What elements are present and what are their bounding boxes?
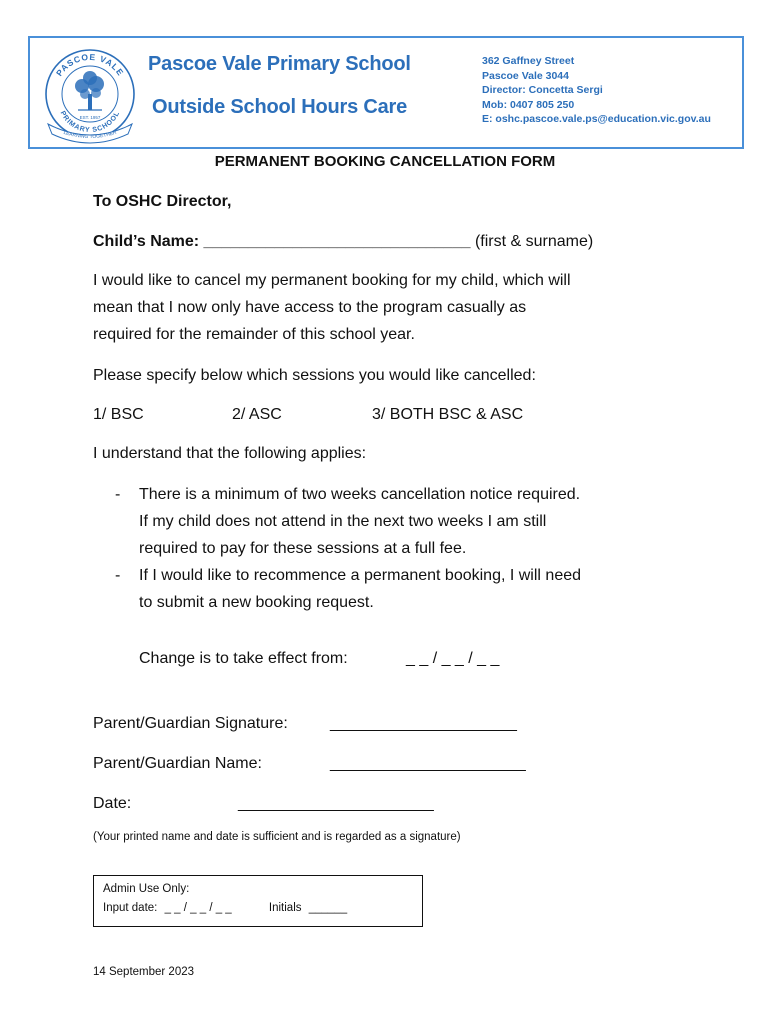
form-title: PERMANENT BOOKING CANCELLATION FORM xyxy=(214,153,556,170)
svg-text:PASCOE VALE: PASCOE VALE xyxy=(54,51,126,78)
bullet-marker: - xyxy=(115,567,121,584)
signature-note: (Your printed name and date is sufficient and is regarded as a signature) xyxy=(93,831,461,843)
child-name-label: Child’s Name: xyxy=(93,233,200,250)
admin-initials-field[interactable]: ______ xyxy=(308,902,348,914)
letterhead xyxy=(28,36,744,149)
guardian-name-label: Parent/Guardian Name: xyxy=(93,755,262,772)
bullet-1-line-2: If my child does not attend in the next two weeks I am still xyxy=(139,513,547,530)
admin-input-date-field[interactable]: _ _ / _ _ / _ _ xyxy=(164,902,232,914)
list-item xyxy=(115,562,581,616)
footer-date: 14 September 2023 xyxy=(93,966,195,978)
program-name: Outside School Hours Care xyxy=(152,96,408,118)
bullet-1-line-1: There is a minimum of two weeks cancellation notice required. xyxy=(139,486,581,503)
bullet-2-line-1: If I would like to recommence a permanent booking, I will need xyxy=(139,567,582,584)
bullet-1-line-3: required to pay for these sessions at a full fee. xyxy=(139,540,467,557)
list-item xyxy=(115,481,581,562)
intro-line-1: I would like to cancel my permanent booking for my child, which will xyxy=(93,272,571,289)
guardian-name-field[interactable]: ______________________ xyxy=(330,755,526,772)
session-option-asc[interactable]: 2/ ASC xyxy=(232,406,282,423)
bullet-2-line-2: to submit a new booking request. xyxy=(139,594,374,611)
signature-field[interactable]: _____________________ xyxy=(330,715,517,732)
svg-text:LEARNING TOGETHER: LEARNING TOGETHER xyxy=(62,129,118,141)
svg-text:EST. 1957: EST. 1957 xyxy=(79,115,101,120)
intro-line-3: required for the remainder of this school year. xyxy=(93,326,415,343)
admin-input-row xyxy=(103,899,422,918)
email-address: E: oshc.pascoe.vale.ps@education.vic.gov.au xyxy=(482,113,711,125)
contact-details xyxy=(482,54,711,127)
child-name-hint: (first & surname) xyxy=(474,233,594,250)
address-line-1: 362 Gaffney Street xyxy=(482,55,575,67)
session-option-both[interactable]: 3/ BOTH BSC & ASC xyxy=(372,406,524,423)
admin-box xyxy=(93,875,423,927)
address-line-2: Pascoe Vale 3044 xyxy=(482,69,569,82)
tree-icon xyxy=(75,71,104,110)
session-option-bsc[interactable]: 1/ BSC xyxy=(93,406,144,423)
school-logo xyxy=(38,42,142,146)
conditions-list xyxy=(115,481,581,616)
child-name-row xyxy=(93,228,593,255)
effect-label: Change is to take effect from: xyxy=(139,650,348,667)
bullet-marker: - xyxy=(115,486,121,503)
sessions-prompt: Please specify below which sessions you would like cancelled: xyxy=(93,367,536,384)
admin-input-date-label: Input date: xyxy=(103,902,158,914)
salutation: To OSHC Director, xyxy=(93,193,232,210)
school-name: Pascoe Vale Primary School xyxy=(148,53,411,75)
svg-text:PRIMARY SCHOOL: PRIMARY SCHOOL xyxy=(58,110,122,135)
child-name-blank[interactable]: ______________________________ xyxy=(203,233,471,250)
date-field[interactable]: ______________________ xyxy=(238,795,434,812)
intro-line-2: mean that I now only have access to the program casually as xyxy=(93,299,527,316)
date-label: Date: xyxy=(93,795,132,812)
admin-title: Admin Use Only: xyxy=(103,883,190,895)
understand-label: I understand that the following applies: xyxy=(93,445,367,462)
signature-label: Parent/Guardian Signature: xyxy=(93,715,288,732)
mobile-number: Mob: 0407 805 250 xyxy=(482,98,575,111)
director-name: Director: Concetta Sergi xyxy=(482,84,603,96)
admin-initials-label: Initials xyxy=(268,902,302,914)
effect-date-field[interactable]: _ _ / _ _ / _ _ xyxy=(406,650,500,667)
